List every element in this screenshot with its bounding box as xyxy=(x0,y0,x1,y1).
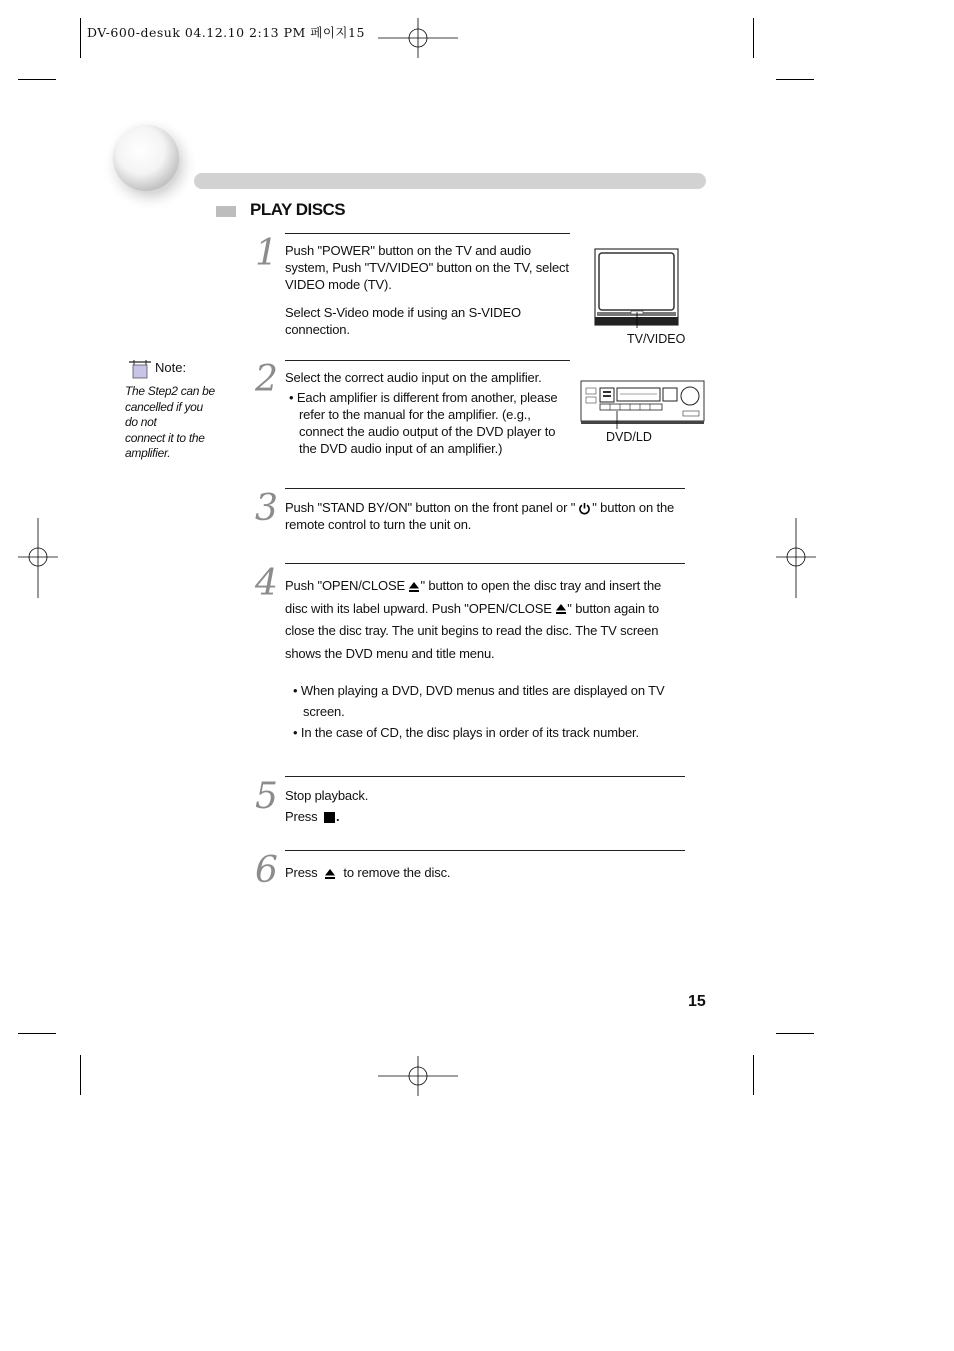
step-6-press: Press xyxy=(285,865,318,880)
step-3-text-b: " button on the remote control to turn the unit on. xyxy=(285,500,675,532)
eject-icon xyxy=(408,581,420,593)
step-3-text-a: Push "STAND BY/ON" button on the front panel or " xyxy=(285,500,576,515)
crop-mark xyxy=(80,1055,81,1095)
crop-mark xyxy=(18,1033,56,1034)
eject-icon xyxy=(324,868,336,880)
amplifier-illustration xyxy=(580,379,706,429)
crop-mark xyxy=(80,18,81,58)
registration-mark xyxy=(18,518,58,598)
step-6-text-b: to remove the disc. xyxy=(343,865,451,880)
decorative-sphere xyxy=(100,112,200,212)
crop-mark xyxy=(753,18,754,58)
step-6-text xyxy=(285,864,685,881)
step-number: 3 xyxy=(255,488,278,529)
step-divider xyxy=(285,488,685,489)
step-divider xyxy=(285,233,570,234)
step-4-paragraph xyxy=(285,575,687,665)
step-number: 2 xyxy=(255,359,278,400)
step-divider xyxy=(285,850,685,851)
registration-mark xyxy=(776,518,816,598)
step-2-bullet: • Each amplifier is different from another, please refer to the manual for the amplifier. (e.g., connect the audio output of the DVD player to the DVD audio input of an amplifier.) xyxy=(289,390,558,456)
step-1-paragraph: Push "POWER" button on the TV and audio system, Push "TV/VIDEO" button on the TV, select VIDEO mode (TV). xyxy=(285,243,569,292)
crop-mark xyxy=(776,1033,814,1034)
step-1-text xyxy=(285,242,570,338)
step-1-paragraph: Select S-Video mode if using an S-VIDEO connection. xyxy=(285,305,521,337)
registration-mark xyxy=(378,1056,458,1096)
stop-icon xyxy=(323,811,336,824)
step-3-text xyxy=(285,499,685,533)
note-icon xyxy=(127,359,153,379)
page-number: 15 xyxy=(688,993,706,1010)
step-4-bullets xyxy=(289,680,687,743)
step-number: 6 xyxy=(255,850,278,891)
note-title: Note: xyxy=(155,360,187,375)
title-marker xyxy=(216,206,236,217)
note-line: The Step2 can be xyxy=(125,384,215,398)
step-5-period: . xyxy=(335,809,340,824)
registration-mark xyxy=(378,18,458,58)
step-5-text xyxy=(285,785,685,827)
step-divider xyxy=(285,360,570,361)
step-5-line xyxy=(285,806,685,827)
step-number: 1 xyxy=(255,233,278,274)
print-header: DV-600-desuk 04.12.10 2:13 PM 페이지15 xyxy=(87,25,365,40)
step-number: 5 xyxy=(255,776,278,817)
eject-icon xyxy=(555,603,567,615)
tv-illustration xyxy=(594,248,680,328)
step-4-text-c: " button again to close the disc tray. The unit begins to read the disc. The TV screen shows the DVD menu and title menu. xyxy=(285,600,659,661)
crop-mark xyxy=(18,79,56,80)
title-bar xyxy=(194,173,706,189)
note-line: amplifier. xyxy=(125,446,171,460)
step-4-bullet: • In the case of CD, the disc plays in order of its track number. xyxy=(293,725,639,740)
step-5-press: Press xyxy=(285,809,318,824)
step-4-bullet: • When playing a DVD, DVD menus and titles are displayed on TV screen. xyxy=(293,683,665,719)
step-number: 4 xyxy=(255,563,278,604)
step-divider xyxy=(285,776,685,777)
section-title: PLAY DISCS xyxy=(250,200,346,219)
note-line: cancelled if you xyxy=(125,399,203,414)
step-4-text-b: " button to open the disc tray and insert the disc with its label upward. Push "OPEN/CLOSE xyxy=(285,578,662,616)
step-divider xyxy=(285,563,685,564)
note-line: connect it to the xyxy=(125,430,205,445)
power-icon xyxy=(578,502,591,515)
step-2-paragraph: Select the correct audio input on the amplifier. xyxy=(285,370,542,385)
step-4-text-a: Push "OPEN/CLOSE xyxy=(285,578,405,593)
amp-caption: DVD/LD xyxy=(606,430,652,444)
crop-mark xyxy=(776,79,814,80)
step-4-text xyxy=(285,575,687,665)
note-line: do not xyxy=(125,415,157,429)
step-5-line: Stop playback. xyxy=(285,788,369,803)
step-2-text xyxy=(285,369,567,457)
note-body xyxy=(125,384,225,462)
tv-caption: TV/VIDEO xyxy=(627,332,686,346)
crop-mark xyxy=(753,1055,754,1095)
